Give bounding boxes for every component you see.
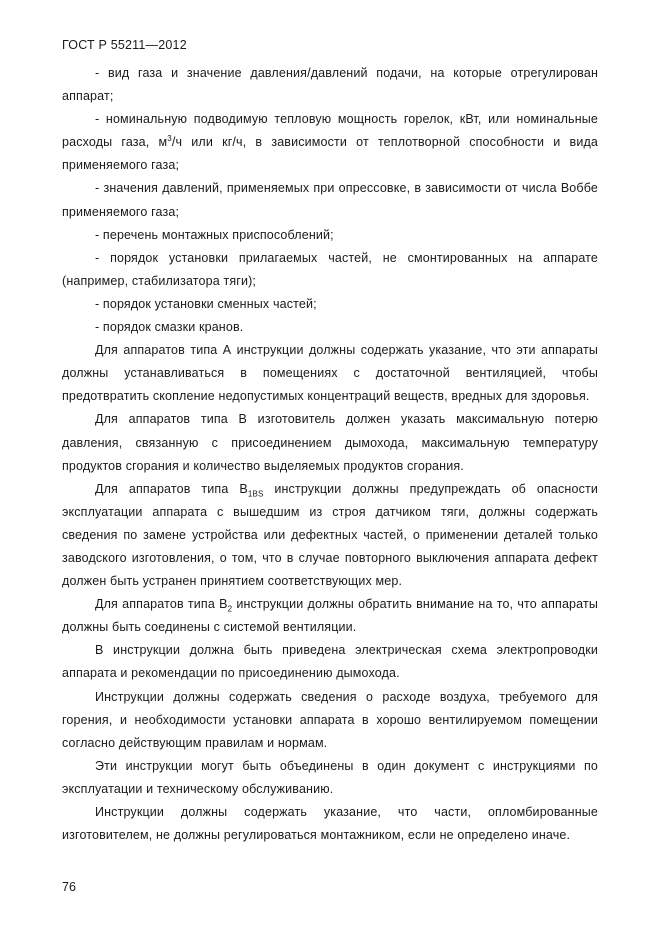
paragraph-type-a: Для аппаратов типа А инструкции должны содержать указание, что эти аппараты должны устанавливаться в помещениях с достаточной вентиляцией, чтобы предотвратить скопление недопустимых концентраций веществ, вредных для здоровья.: [62, 343, 598, 404]
text-fragment: Для аппаратов типа В: [95, 481, 248, 496]
page-number: 76: [62, 880, 76, 894]
paragraph-sealed-parts: Инструкции должны содержать указание, что части, опломбированные изготовителем, не должны регулироваться монтажником, если не определено иначе.: [62, 805, 598, 843]
list-item-replaceable-parts: - порядок установки сменных частей;: [95, 296, 317, 311]
document-header: ГОСТ Р 55211—2012: [62, 38, 187, 52]
subscript: 1BS: [247, 489, 264, 499]
superscript: 3: [167, 134, 172, 144]
text-fragment: - номинальную подводимую тепловую мощность горелок, кВт, или номинальные расходы газа, м: [62, 112, 598, 150]
text-fragment: инструкции должны обратить внимание на то, что аппараты должны быть соединены с системой вентиляции.: [62, 597, 598, 635]
paragraph-wiring-diagram: В инструкции должна быть приведена электрическая схема электропроводки аппарата и рекомендации по присоединению дымохода.: [62, 643, 598, 681]
paragraph-type-b: Для аппаратов типа В изготовитель должен указать максимальную потерю давления, связанную с присоединением дымохода, максимальную температуру продуктов сгорания и количество выделяемых продуктов сгорания.: [62, 412, 598, 473]
paragraph-type-b2: [62, 593, 598, 639]
list-item-gas-type: - вид газа и значение давления/давлений подачи, на которые отрегулирован аппарат;: [62, 66, 598, 104]
list-item-attached-parts: - порядок установки прилагаемых частей, не смонтированных на аппарате (например, стабилизатора тяги);: [62, 250, 598, 288]
document-body: [62, 62, 598, 847]
text-fragment: инструкции должны предупреждать об опасности эксплуатации аппарата с вышедшим из строя датчиком тяги, должны содержать сведения по замене устройства или дефектных частей, о применении деталей только заводского изготовления, о том, что в случае повторного выключения аппарата дефект должен быть устранен принятием соответствующих мер.: [62, 481, 598, 589]
paragraph-combined-document: Эти инструкции могут быть объединены в один документ с инструкциями по эксплуатации и техническому обслуживанию.: [62, 758, 598, 796]
list-item-mounting: - перечень монтажных приспособлений;: [95, 227, 334, 242]
text-fragment: /ч или кг/ч, в зависимости от теплотворной способности и вида применяемого газа;: [62, 135, 598, 173]
paragraph-type-b1bs: [62, 478, 598, 593]
text-fragment: Для аппаратов типа В: [95, 597, 228, 612]
list-item-test-pressures: - значения давлений, применяемых при опрессовке, в зависимости от числа Воббе применяемого газа;: [62, 181, 598, 219]
list-item-heat-input: [62, 108, 598, 177]
list-item-lubrication: - порядок смазки кранов.: [95, 320, 244, 335]
subscript: 2: [227, 604, 233, 614]
paragraph-air-supply: Инструкции должны содержать сведения о расходе воздуха, требуемого для горения, и необходимости установки аппарата в хорошо вентилируемом помещении согласно действующим правилам и нормам.: [62, 689, 598, 750]
